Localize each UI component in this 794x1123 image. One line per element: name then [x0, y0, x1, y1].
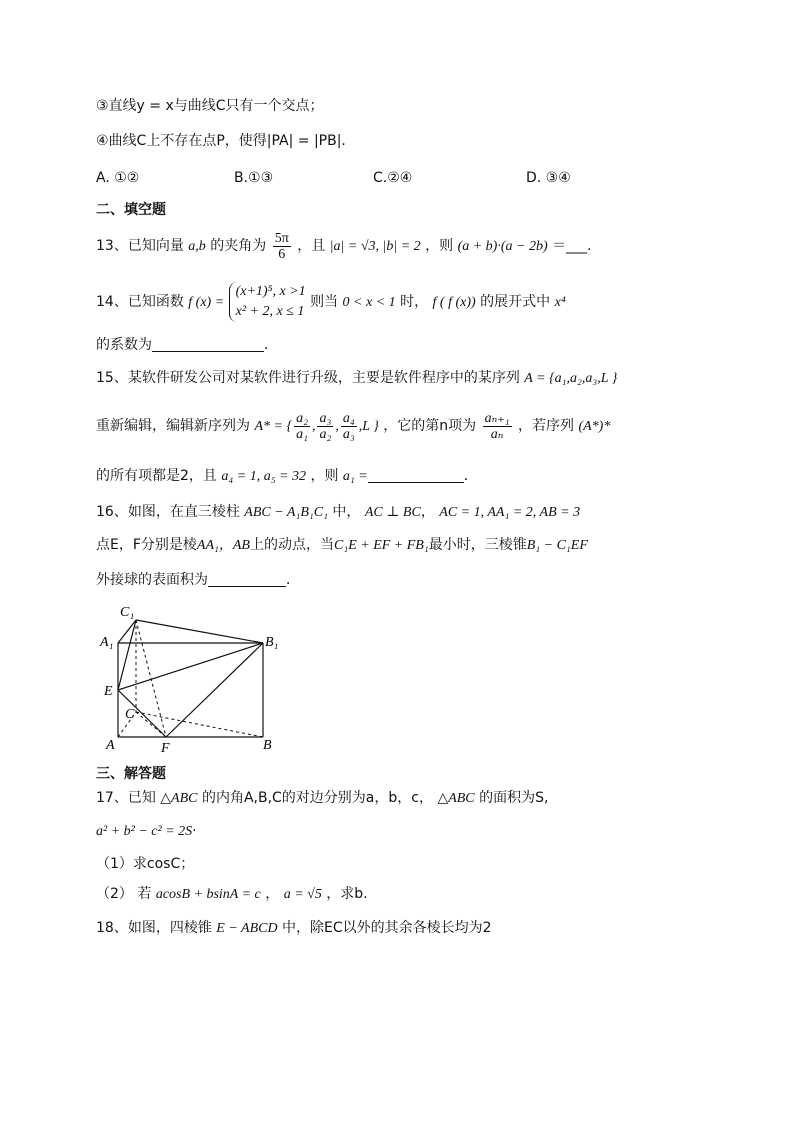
option-d: D. ③④ [526, 170, 571, 186]
q14-function-name: f (x) = [188, 295, 225, 310]
question-16-line3 [96, 570, 300, 590]
q16-sphere-text: 外接球的表面积为 [96, 572, 208, 588]
q17-triangle-2: △ABC [437, 791, 475, 806]
question-13 [96, 228, 592, 265]
label-b1: B₁ [265, 635, 279, 650]
q16-intro: 16、如图，在直三棱柱 [96, 504, 240, 520]
option-b: B.①③ [234, 170, 274, 186]
q16-min-text: 最小时，三棱锥 [428, 537, 527, 553]
q12-item4: ④曲线C上不存在点P，使得|PA| = |PB|． [96, 133, 356, 149]
prism-figure [96, 600, 296, 760]
q13-angle-text: 的夹角为 [210, 238, 267, 254]
q15-text: 15、某软件研发公司对某软件进行升级，主要是软件程序中的某序列 [96, 370, 520, 386]
label-c: C [125, 707, 135, 722]
q18-pyramid: E − ABCD [216, 921, 278, 936]
q14-piecewise [229, 282, 306, 322]
section-fill-in: 二、填空题 [96, 202, 166, 218]
q14-case-1: (x+1)⁵, x >1 [235, 284, 306, 299]
q16-points-text: 点E，F分别是棱 [96, 537, 197, 553]
edge-fb1 [166, 643, 263, 737]
q14-case-2: x² + 2, x ≤ 1 [235, 304, 305, 319]
label-e: E [104, 684, 113, 699]
q16-pyramid: B₁ − C₁EF [526, 538, 588, 553]
q15-condition: a₄ = 1, a₅ = 32 [221, 469, 307, 484]
q15-new-sequence: A* = { [254, 419, 293, 434]
q14-term: x⁴ [554, 295, 566, 310]
q13-then: ，则 [425, 238, 454, 254]
q14-condition: 0 < x < 1 [342, 295, 396, 310]
q14-when: 则当 [310, 294, 339, 310]
q15-sequence-star-star: (A*)* [578, 419, 611, 434]
q16-in: 中， [332, 504, 361, 520]
q17-triangle: △ABC [160, 791, 198, 806]
q17-dot: · [192, 823, 197, 839]
option-a: A. ①② [96, 170, 140, 186]
q17-area: 的面积为S, [479, 790, 549, 806]
q13-condition-text: ，且 [297, 238, 326, 254]
question-18 [96, 918, 492, 939]
question-17-line2 [96, 821, 197, 842]
q15-if-sequence: ，若序列 [518, 418, 574, 434]
option-c: C.②④ [373, 170, 413, 186]
q17-find-b: ，求b. [326, 886, 368, 902]
q14-period: ． [264, 337, 278, 353]
q15-frac-2: $\frac{\text{a₃}}{\text{a₂}}$ [319, 410, 332, 442]
edge-c1e [118, 620, 136, 690]
q17-comma: ， [265, 886, 280, 902]
q16-lengths: AC = 1, AA₁ = 2, AB = 3 [439, 505, 581, 520]
q17-a-value: a = √5 [283, 887, 322, 902]
hidden-edge-c1f [136, 620, 166, 737]
q16-when: 上的动点，当 [249, 537, 334, 553]
q15-period: ． [463, 468, 478, 484]
question-16-line2 [96, 535, 588, 556]
q16-sum: C₁E + EF + FB₁ [333, 538, 429, 553]
label-b: B [263, 738, 272, 753]
label-a: A [106, 738, 115, 753]
label-c1: C₁ [120, 605, 135, 620]
q15-nth-term: $\frac{\text{aₙ₊₁}}{\text{aₙ}}$ [484, 410, 510, 442]
question-15-line1 [96, 368, 617, 389]
q13-frac-bottom: 6 [278, 246, 286, 262]
label-a1: A₁ [100, 635, 114, 650]
q13-angle-fraction [273, 231, 291, 262]
question-17-line1 [96, 788, 548, 809]
q13-answer-blank: ＝___. [552, 238, 592, 254]
question-15-line3 [96, 466, 478, 487]
q13-vectors: a,b [188, 239, 206, 254]
q15-sequence-a: A = {a₁,a₂,a₃,L } [524, 371, 618, 386]
edge-eb1 [118, 643, 263, 690]
q14-blank [152, 337, 264, 352]
question-14-line2 [96, 335, 278, 355]
q14-prefix: 14、已知函数 [96, 294, 184, 310]
q17-if: （2） 若 [96, 886, 152, 902]
label-f: F [161, 741, 170, 756]
q15-nth-term-text: ，它的第n项为 [383, 418, 477, 434]
q13-frac-top: 5π [274, 230, 289, 246]
q18-edges: 中，除EC以外的其余各棱长均为2 [282, 920, 492, 936]
q17-equation: a² + b² − c² = 2S [96, 824, 193, 839]
q13-expression: (a + b)·(a − 2b) [457, 239, 548, 254]
q17-sides: 的内角A,B,C的对边分别为a，b，c， [201, 790, 433, 806]
q14-coefficient-text: 的系数为 [96, 337, 152, 353]
q13-prefix: 13、已知向量 [96, 238, 184, 254]
q17-intro: 17、已知 [96, 790, 156, 806]
question-17-part2 [96, 884, 368, 905]
q17-condition: acosB + bsinA = c [155, 887, 261, 902]
q12-item3: ③直线y = x与曲线C只有一个交点； [96, 98, 324, 114]
q14-expansion-text: 的展开式中 [480, 294, 551, 310]
q16-period: ． [286, 572, 300, 588]
question-14 [96, 280, 566, 325]
q15-frac-3: $\frac{\text{a₄}}{\text{a₃}}$ [342, 410, 355, 442]
edge-c1b1 [136, 620, 263, 643]
q16-perpendicular: AC ⊥ BC [364, 505, 421, 520]
q16-edges: AA₁，AB [196, 538, 250, 553]
question-15-line2: 重新编辑，编辑新序列为 A* = { $\frac{\text{a₂}}{\text{a₁}}$ , $\frac{\text{a₃}}{\text{a₂}}$ , $\frac{\text{a₄}}{\text{a₃}}$ ,L } ，它的第n项为 $\frac{\text{aₙ₊₁}}{\text{aₙ}}$ ，若序列 (A*)* [96, 410, 611, 442]
q18-intro: 18、如图，四棱锥 [96, 920, 212, 936]
q15-all-terms: 的所有项都是2，且 [96, 468, 217, 484]
q16-blank [208, 572, 286, 587]
question-16-line1: 16、如图，在直三棱柱 ABC − A₁B₁C₁ 中， AC ⊥ BC， AC = 1, AA₁ = 2, AB = 3 [96, 504, 581, 520]
q15-blank [368, 468, 464, 483]
q13-magnitudes: |a| = √3, |b| = 2 [329, 239, 421, 254]
q15-frac-1: $\frac{\text{a₂}}{\text{a₁}}$ [296, 410, 308, 442]
q15-edit-text: 重新编辑，编辑新序列为 [96, 418, 250, 434]
q14-composite: f ( f (x)) [432, 295, 476, 310]
question-17-part1: （1）求cosC； [96, 856, 195, 872]
q14-then: 时， [400, 294, 429, 310]
section-answer: 三、解答题 [96, 766, 166, 782]
hidden-edge-cb [136, 712, 263, 737]
q15-a1: a₁ = [342, 469, 368, 484]
q15-then: ，则 [310, 468, 339, 484]
q12-options [96, 168, 716, 188]
q16-prism: ABC − A₁B₁C₁ [244, 505, 328, 520]
